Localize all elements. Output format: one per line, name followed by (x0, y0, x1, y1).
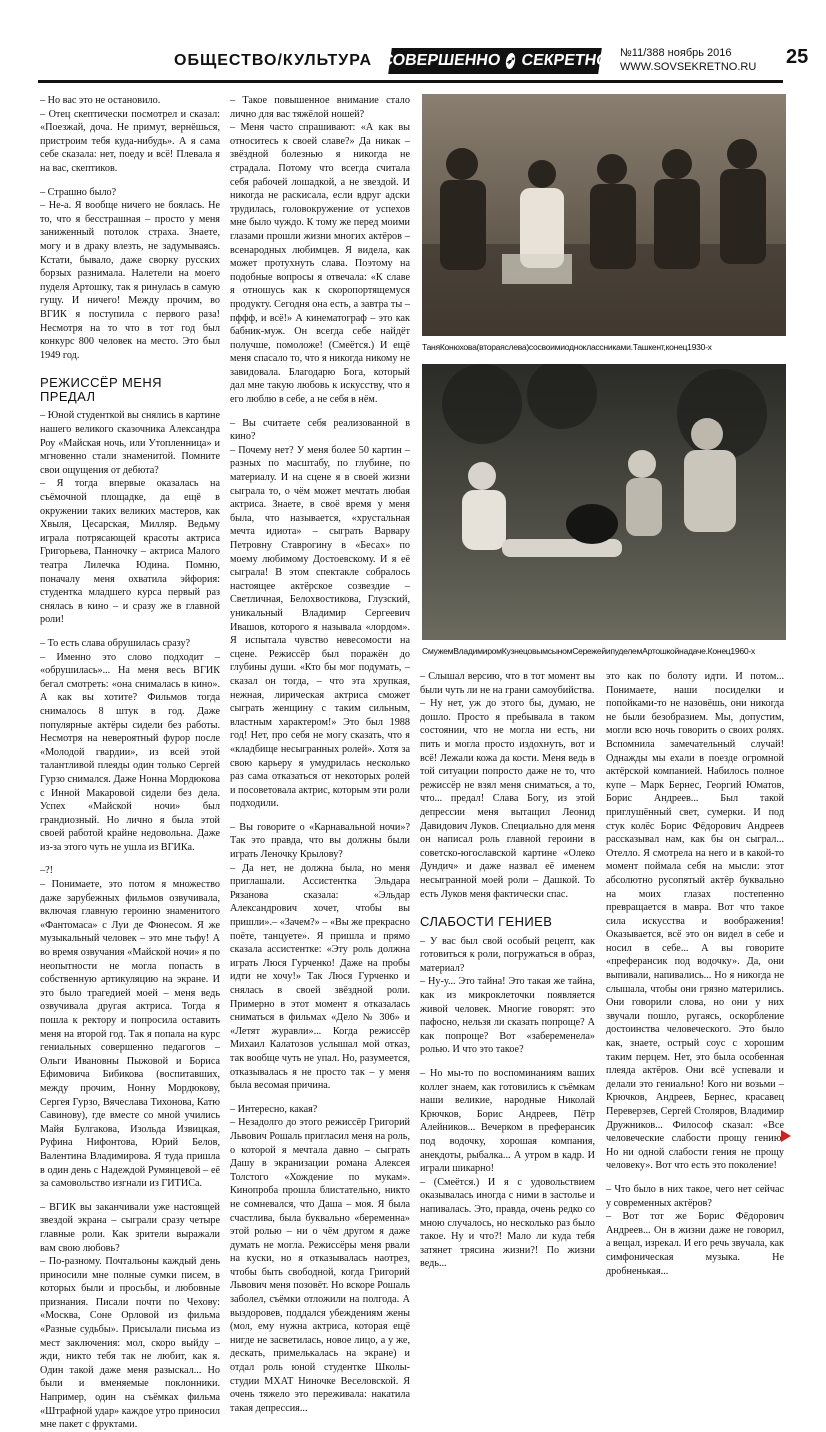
paragraph: – Слышал версию, что в тот момент вы были чуть ли не на грани самоубийства. (420, 671, 595, 696)
issue-info (620, 46, 756, 74)
brand-logo (380, 48, 610, 74)
header-rule (38, 80, 783, 83)
paragraph: – Я тогда впервые оказалась на съёмочной площадке, да ещё в окружении таких великих мастеров, как Хвыля, Цесарская, Милляр. Ведьму играла потрясающей красоты актриса Григорьева, Панночку – актриса Малого театра Лилечка Юдина. Помню, поначалу меня охватила эйфория: студентка младшего курса первый раз снялась в кино – и сразу же в главной роли! (40, 478, 220, 626)
page-header (38, 44, 809, 78)
photo-caption: СмужемВладимиромКузнецовымсыномСережейипуделемАртошкойнадаче.Конец1960-х (422, 646, 755, 656)
issue-number: №11/388 ноябрь 2016 (620, 47, 732, 59)
brand-left: СОВЕРШЕННО (380, 52, 502, 69)
paragraph: – Да нет, не должна была, но меня приглашали. Ассистентка Эльдара Рязанова сказала: «Эльдар Александрович хочет, чтобы вы пришли».– «Зачем?» – «Вы же прекрасно поёте, танцуете». Я пришла и прямо сказала ассистентке: «Эту роль должна играть Люся Гурченко! Даже на пробы идти не хочу!» Так Люся Гурченко и снялась в своей звёздной роли. Примерно в этот момент я отказалась сниматься в фильмах «Дело № 306» и «Летят журавли»... Когда режиссёр Михаил Калатозов услышал мой отказ, так вообще чуть не упал. Но, разумеется, отказывалась я не просто так – у меня была весомая причина. (230, 862, 410, 1092)
paragraph: – Страшно было? (40, 186, 117, 198)
paragraph: – То есть слава обрушилась сразу? (40, 637, 191, 649)
column-2 (230, 94, 410, 1415)
dacha-photo-image (422, 364, 786, 640)
paragraph: – Не-а. Я вообще ничего не боялась. Не то, что я бесстрашная – просто у меня заниженный потолок страха. Знаете, могу и в драку влезть, не задумываясь. Кстати, бывало, даже сворку русских борзых разнимала. Налетели на моего пуделя Артошку, так я ринулась в самую гущу. И ничего! Между прочим, во ВГИК я поступила с первого раза! Несмотря на то что в тот год был конкурс 800 человек на место. Это был 1949 год. (40, 200, 220, 361)
paragraph: – Вот тот же Борис Фёдорович Андреев... Он в жизни даже не говорил, а вещал, изрекал. И его речь звучала, как симфоническая музыка. Не дробненькая... (606, 1211, 784, 1277)
paragraph: – Но вас это не остановило. (40, 95, 161, 106)
paragraph: это как по болоту идти. И потом... Понимаете, наши посиделки и попойками-то не назовёшь, они никогда не были безобразием. Мы, допустим, могли всю ночь говорить о своих ролях. Вспомнила замечательный случай! Однажды мы ехали в поезде огромной актёрской компанией. Набилось полное купе – Марк Бернес, Георгий Юматов, Борис Андреев... Был такой приглушённый свет, сумерки. И под стук колёс Борис Фёдорович Андреев рассказывал нам, как бы он сыграл... Отелло. Я смотрела на него и в какой-то момент поймала себя на мысли: этот абсолютно русопятый актёр буквально на моих глазах постепенно превращается в мавра. Вот что такое сила искусства и воображения! Оказывается, всё это он видел в себе и носил в себе... А вы говорите «преферансик под водочку». Да, они выпивали, напивались... Но я никогда не слышала, чтобы они грязно матерились. Они говорили слова, но они у них звучали пошло, ругаясь, оскорбление достоинства человеческого. Это было как, знаете, острый соус с хорошим таким перцем. Нет, это была особенная плеяда актёров. Они всё успевали и делали это гениально! Кого ни возьми – Крючков, Андреев, Бернес, красавец Переверзев, Сергей Столяров, Владимир Дружников... Философ сказал: «Все человеческие слабости прощу гению. Но ни одной слабости гения не прощу человеку». Вот что есть это поколение! (606, 671, 784, 1172)
column-3 (420, 670, 595, 1271)
column-1 (40, 94, 220, 1432)
site-url: WWW.SOVSEKRETNO.RU (620, 61, 757, 73)
paragraph: – Ну-у... Это тайна! Это такая же тайна, как из микроклеточки появляется живой человек. Многие говорят: это пафосно, нельзя ли сказать попроще? А как попроще? Вот «забеременела» ролью. И что это такое? (420, 976, 595, 1056)
paragraph: – (Смеётся.) И я с удовольствием оказывалась иногда с ними в застолье и напивалась. Это, правда, очень редко со мною случалось, но несколько раз было такое. Ну и что?! Мало ли куда тебя затянет трясина жизни?! По жизни ведь... (420, 1176, 595, 1270)
paragraph: – Именно это слово подходит – «обрушилась»... На меня весь ВГИК бегал смотреть: «она снималась в кино». А как вы хотите? Фильмов тогда снималось 8 штук в год. Даже популярные актёры сидели без работы. Несмотря на невероятный фурор после «Молодой гвардии», из всей этой талантливой плеяды один только Сергей Гурзо снимался. Даже Нонна Мордюкова с Инной Макаровой сидели без дела. Успех «Майской ночи» был грандиозный. Но лично я была этой своей работой крайне недовольна. Даже из-за этого чуть не ушла из ВГИКа. (40, 651, 220, 853)
paragraph: – По-разному. Почтальоны каждый день приносили мне полные сумки писем, в которых были и просьбы, и любовные признания. Писали почти по Чехову: «Москва, Соне Орловой из фильма «Разные судьбы». Присылали письма из мест заключения: мол, скоро выйду – жди, никто тебя так не любит, как я. Один такой даже меня разыскал... Но были и вменяемые поклонники. Например, один на съёмках фильма «Штрафной удар» каждое утро приносил мне пакет с фруктами. (40, 1256, 220, 1431)
photo-caption: ТаняКонюхова(втораяслева)сосвоимиодноклассниками.Ташкент,конец1930-х (422, 342, 712, 352)
paragraph: – Такое повышенное внимание стало лично для вас тяжёлой ношей? (230, 95, 410, 120)
paragraph: – Юной студенткой вы снялись в картине нашего великого сказочника Александра Роу «Майская ночь, или Утопленница» и мгновенно стали знаменитой. Помните свои ощущения от дебюта? (40, 410, 220, 476)
paragraph: – Незадолго до этого режиссёр Григорий Львович Рошаль пригласил меня на роль, о которой я мечтала давно – сыграть Дашу в экранизации романа Алексея Толстого «Хождение по мукам». Кинопроба прошла блистательно, никто не сомневался, что Даша – моя. Я была счастлива, была буквально «беременна» этой ролью – ни о чём другом я даже думать не могла. Режиссёры меня рвали на куски, но я отказывалась наотрез, чтобы быть свободной, когда Григорий Львович меня позовёт. Но вскоре Рошаль заболел, съёмки отложили на полгода. А выздоровев, поддался убеждениям жены (мол, ему нужна актриса, которая ещё нигде не засветилась, новое лицо, а у же, дескать, примелькалась на экране) и отдал роль юной студентке Школы-студии МХАТ Ниночке Веселовской. Я очень тяжело это переживала: накатила такая депрессия... (230, 1117, 410, 1414)
paragraph: – Понимаете, это потом я множество даже зарубежных фильмов озвучивала, включая главную героиню знаменитого «Фантомаса» с Луи де Фюнесом. Я же музыкальный человек – это мне тьфу! А во время озвучания «Майской ночи» я по неопытности не могла попасть в собственную артикуляцию на экране. И это было трагедией моей – меня ведь озвучивала другая актриса. Тогда я пошла к ректору и попросила оставить меня на второй год. Так я попала на курс гениальных совершенно педагогов – Ольги Ивановны Пыжовой и Бориса Ефимовича Бибикова (воспитавших, между прочим, Нонну Мордюкову, Сергея Гурзо, Вячеслава Тихонова, Катю Савинову), где вместе со мной учились Майя Булгакова, Изольда Извицкая, Руфина Нифонтова, Юрий Белов, Валентина Владимирова. Я туда пришла в один день с Надеждой Румянцевой – её за самовольство изгнали из ГИТИСа. (40, 879, 220, 1190)
paragraph: – Что было в них такое, чего нет сейчас у современных актёров? (606, 1183, 784, 1209)
rocket-icon: ➶ (505, 55, 517, 67)
subheading: РЕЖИССЁР МЕНЯ ПРЕДАЛ (40, 375, 162, 404)
brand-right: СЕКРЕТНО (520, 52, 610, 69)
paragraph: – Почему нет? У меня более 50 картин – разных по масштабу, по глубине, по материалу. И на сцене я в своей жизни сыграла то, о чём может мечтать любая актриса. Знаете, в своё время у меня была, что называется, «хрустальная мечта идиота» – сыграть Варвару Петровну Ставрогину в «Бесах» по моему любимому Достоевскому. И я её сыграла! В этом спектакле собралось настоящее актёрское созвездие – Светличная, Белохвостикова, Глузский, уникальный Владимир Сергеевич Ивашов, которого я называла «лордом». Я испытала чувство невесомости на сцене. Режиссёр был поражён до глубины души. «Кто бы мог подумать, – сказал он тогда, – что эта хрупкая, нежная, лирическая актриса сможет сыграть женщину с таким сильным, властным характером!» Это был 1988 год! Нет, про себя не могу сказать, что я «кладбище несыгранных ролей». Хотя за свою карьеру я умудрилась несколько раз сама отказаться от некоторых ролей и посоветовала актрис, которым эти роли подходили. (230, 444, 410, 810)
dacha-photo (422, 364, 786, 640)
paragraph: – Вы говорите о «Карнавальной ночи»? Так это правда, что вы должны были играть Леночку Крылову? (230, 821, 410, 861)
column-4 (606, 670, 784, 1278)
paragraph: – У вас был свой особый рецепт, как готовиться к роли, погружаться в образ, материал? (420, 935, 595, 974)
paragraph: – Ну нет, уж до этого бы, думаю, не дошло. Просто я пребывала в таком состоянии, что не могла ни есть, ни пить и могла просто издохнуть, вот и всё! Лежали кожа да кости. Меня ведь в той ситуации попросто даже не то, что режиссёр не взял меня сниматься, а то, что... предал! Слава Богу, из этой депрессии меня вытащил Леонид Давидович Луков. Специально для меня он написал роль главной героини в советско-югославской картине «Олеко Дундич» и даже назвал её именем несыгранной моей роли – Дашкой. То есть Луков меня фактически спас. (420, 698, 595, 900)
paragraph: – Отец скептически посмотрел и сказал: «Поезжай, доча. Не примут, вернёшься, пристроим тебя куда-нибудь». А я сама себе сказала: нет, поеду и всё! Плевала я на вас, скептиков. (40, 108, 220, 174)
paragraph: – ВГИК вы заканчивали уже настоящей звездой экрана – сыграли сразу четыре главные роли. Как зрители выражали вам свою любовь? (40, 1201, 220, 1254)
paragraph: – Но мы-то по воспоминаниям ваших коллег знаем, как готовились к съёмкам наши великие, народные Николай Крючков, Борис Андреев, Пётр Алейников... Вечерком в преферансик под водочку, хорошая компания, анекдоты, рыбалка... А утром в кадр. И играли шикарно! (420, 1068, 595, 1175)
class-photo (422, 94, 786, 336)
subheading: СЛАБОСТИ ГЕНИЕВ (420, 914, 553, 930)
continue-arrow-icon (781, 1130, 791, 1142)
paragraph: – Интересно, какая? (230, 1103, 318, 1115)
class-photo-image (422, 94, 786, 336)
paragraph: – Меня часто спрашивают: «А как вы относитесь к своей славе?» Да никак – звёздной болезнью я никогда не страдала. Потому что всегда считала себя рабочей лошадкой, а не звездой. И никогда не раскисала, если вдруг адски трудилась, головокружение от успехов мне было чуждо. К тому же перед моими глазами прошли жизни многих актёров – всенародных любимцев. Я видела, как может протухнуть слава. Поэтому на подобные вопросы я отвечала: «К славе я отношусь как к скоропортящемуся продукту. Сегодня она есть, а завтра ты – пффф, и всё!» А кинематограф – это как бабник-муж. Он всегда себе найдёт получше, помоложе! (Смеётся.) И ещё меня спасало то, что я никогда никому не завидовала. Благодарю Бога, который дал мне такую любовь к искусству, что я его люблю в себе, а не себя в нём. (230, 122, 410, 406)
section-rubric: ОБЩЕСТВО/КУЛЬТУРА (174, 52, 373, 69)
page-number: 25 (786, 46, 809, 68)
paragraph: – Вы считаете себя реализованной в кино? (230, 417, 410, 443)
paragraph: –?! (40, 865, 54, 877)
